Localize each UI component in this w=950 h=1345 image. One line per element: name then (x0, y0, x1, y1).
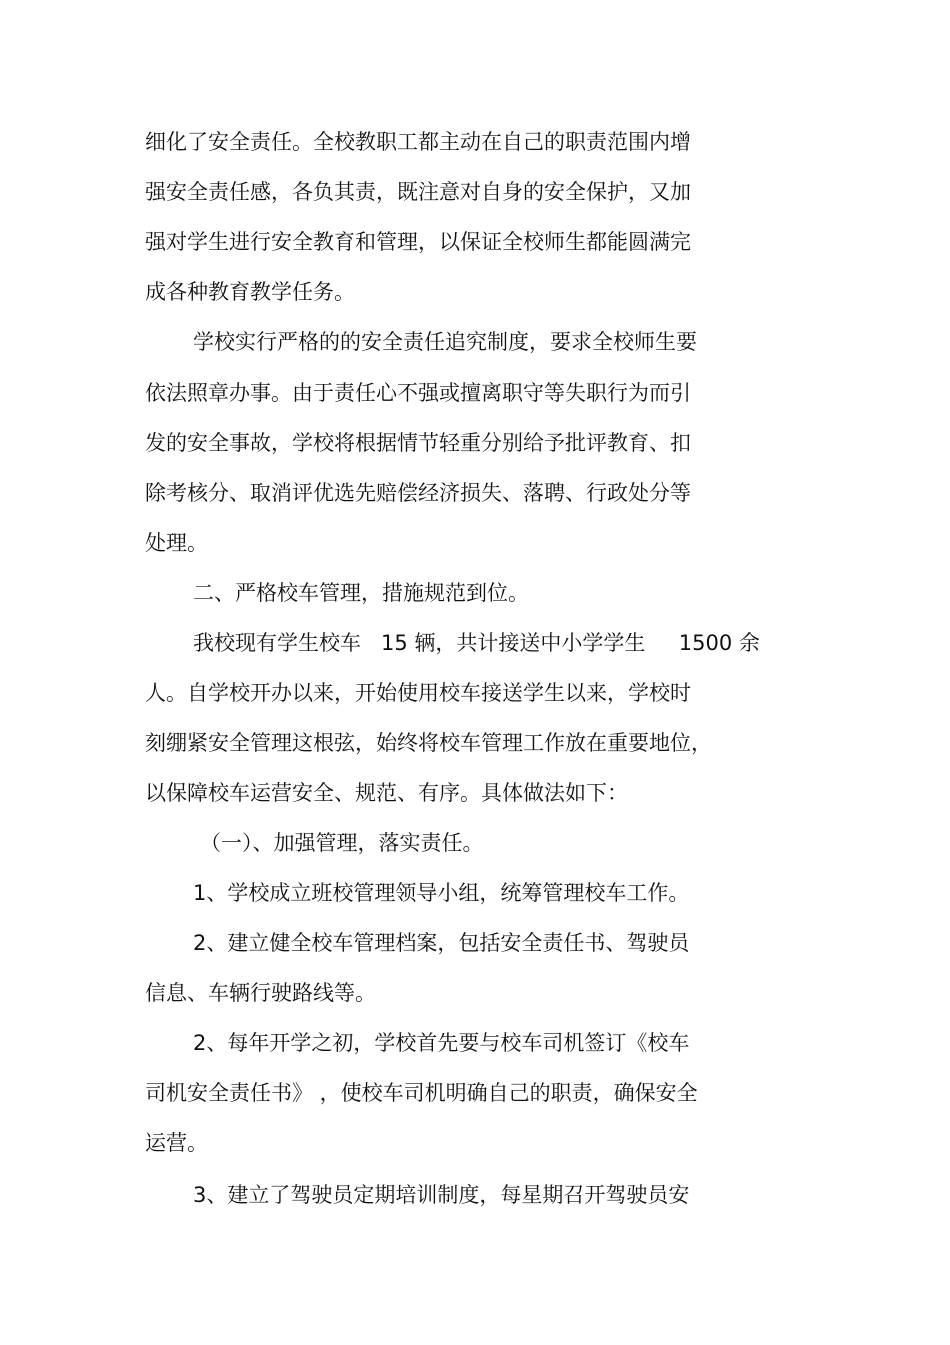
text-line: 刻绷紧安全管理这根弦，始终将校车管理工作放在重要地位， (145, 731, 712, 755)
section-heading: 二、严格校车管理，措施规范到位。 (193, 581, 529, 605)
text-line: 处理。 (145, 531, 208, 555)
text-line: 以保障校车运营安全、规范、有序。具体做法如下： (145, 781, 628, 805)
text-line: 成各种教育教学任务。 (145, 280, 355, 304)
text-line: 司机安全责任书》 ，使校车司机明确自己的职责，确保安全 (145, 1081, 698, 1105)
text-line: 细化了安全责任。全校教职工都主动在自己的职责范围内增 (145, 130, 691, 154)
text-line: 1、学校成立班校管理领导小组，统筹管理校车工作。 (193, 881, 690, 905)
text-line: 运营。 (145, 1131, 208, 1155)
text-line: 2、每年开学之初，学校首先要与校车司机签订《校车 (193, 1031, 690, 1055)
text-line: 3、建立了驾驶员定期培训制度，每星期召开驾驶员安 (193, 1183, 690, 1207)
text-line: 强安全责任感，各负其责，既注意对自身的安全保护，又加 (145, 180, 691, 204)
text-line: 2、建立健全校车管理档案，包括安全责任书、驾驶员 (193, 931, 690, 955)
text-line: 依法照章办事。由于责任心不强或擅离职守等失职行为而引 (145, 381, 691, 405)
text-line: 信息、车辆行驶路线等。 (145, 981, 376, 1005)
subsection-heading: （一）、加强管理，落实责任。 (200, 831, 484, 855)
text-line: 除考核分、取消评优选先赔偿经济损失、落聘、行政处分等 (145, 481, 691, 505)
text-line: 我校现有学生校车 15 辆，共计接送中小学学生 1500 余 (193, 631, 760, 655)
text-line: 学校实行严格的的安全责任追究制度，要求全校师生要 (193, 330, 697, 354)
text-line: 人。自学校开办以来，开始使用校车接送学生以来，学校时 (145, 681, 691, 705)
text-line: 强对学生进行安全教育和管理，以保证全校师生都能圆满完 (145, 230, 691, 254)
text-line: 发的安全事故，学校将根据情节轻重分别给予批评教育、扣 (145, 431, 691, 455)
